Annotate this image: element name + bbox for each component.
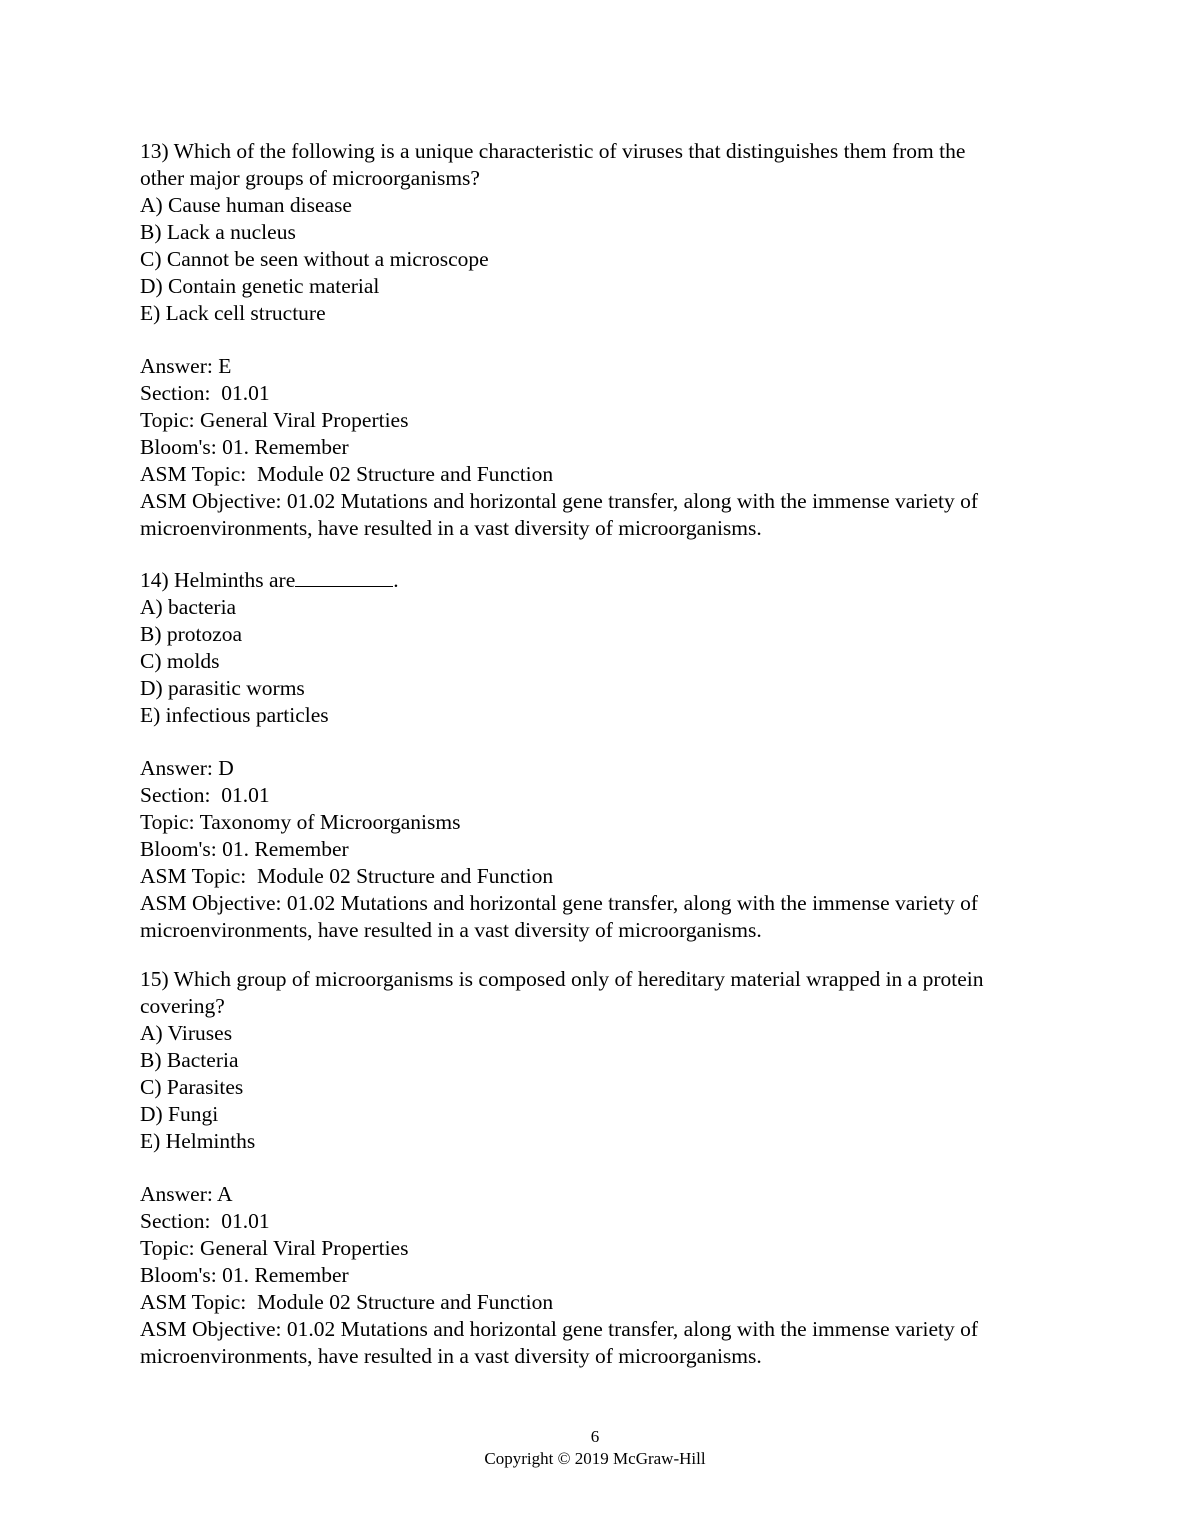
- question-stem-line: other major groups of microorganisms?: [140, 166, 480, 190]
- question-stem-line: covering?: [140, 994, 225, 1018]
- blooms-level: Bloom's: 01. Remember: [140, 435, 349, 459]
- question-stem-line: 14) Helminths are .: [140, 568, 399, 592]
- topic: Topic: General Viral Properties: [140, 408, 409, 432]
- option-a: A) bacteria: [140, 595, 237, 619]
- answer: Answer: A: [140, 1182, 233, 1206]
- section: Section: 01.01: [140, 1209, 270, 1233]
- section: Section: 01.01: [140, 381, 270, 405]
- option-c: C) Parasites: [140, 1075, 244, 1099]
- answer: Answer: D: [140, 756, 234, 780]
- topic: Topic: General Viral Properties: [140, 1236, 409, 1260]
- copyright-notice: Copyright © 2019 McGraw-Hill: [484, 1449, 706, 1468]
- option-d: D) parasitic worms: [140, 676, 305, 700]
- question-stem-line: 15) Which group of microorganisms is composed only of hereditary material wrapped in a protein: [140, 967, 984, 991]
- option-b: B) Bacteria: [140, 1048, 239, 1072]
- question-stem-line: 13) Which of the following is a unique characteristic of viruses that distinguishes them from the: [140, 139, 966, 163]
- option-b: B) Lack a nucleus: [140, 220, 296, 244]
- question-14-metadata: [140, 755, 1060, 944]
- blooms-level: Bloom's: 01. Remember: [140, 1263, 349, 1287]
- asm-objective-cont: microenvironments, have resulted in a vast diversity of microorganisms.: [140, 516, 762, 540]
- asm-topic: ASM Topic: Module 02 Structure and Function: [140, 1290, 554, 1314]
- topic: Topic: Taxonomy of Microorganisms: [140, 810, 461, 834]
- blooms-level: Bloom's: 01. Remember: [140, 837, 349, 861]
- question-14: [140, 567, 1060, 729]
- option-c: C) Cannot be seen without a microscope: [140, 247, 489, 271]
- question-13: [140, 138, 1060, 327]
- section: Section: 01.01: [140, 783, 270, 807]
- question-15-metadata: [140, 1181, 1060, 1370]
- question-13-metadata: [140, 353, 1060, 542]
- option-a: A) Cause human disease: [140, 193, 352, 217]
- asm-objective: ASM Objective: 01.02 Mutations and horizontal gene transfer, along with the immense variety of: [140, 489, 979, 513]
- question-15: [140, 966, 1060, 1155]
- option-c: C) molds: [140, 649, 220, 673]
- option-b: B) protozoa: [140, 622, 243, 646]
- asm-objective-cont: microenvironments, have resulted in a vast diversity of microorganisms.: [140, 918, 762, 942]
- asm-objective: ASM Objective: 01.02 Mutations and horizontal gene transfer, along with the immense variety of: [140, 891, 979, 915]
- option-e: E) Lack cell structure: [140, 301, 326, 325]
- option-a: A) Viruses: [140, 1021, 233, 1045]
- option-d: D) Contain genetic material: [140, 274, 380, 298]
- page-number: 6: [590, 1427, 600, 1446]
- asm-objective-cont: microenvironments, have resulted in a vast diversity of microorganisms.: [140, 1344, 762, 1368]
- asm-objective: ASM Objective: 01.02 Mutations and horizontal gene transfer, along with the immense variety of: [140, 1317, 979, 1341]
- asm-topic: ASM Topic: Module 02 Structure and Function: [140, 462, 554, 486]
- asm-topic: ASM Topic: Module 02 Structure and Function: [140, 864, 554, 888]
- option-d: D) Fungi: [140, 1102, 219, 1126]
- fill-in-blank: [295, 567, 393, 587]
- option-e: E) infectious particles: [140, 703, 329, 727]
- answer: Answer: E: [140, 354, 232, 378]
- option-e: E) Helminths: [140, 1129, 256, 1153]
